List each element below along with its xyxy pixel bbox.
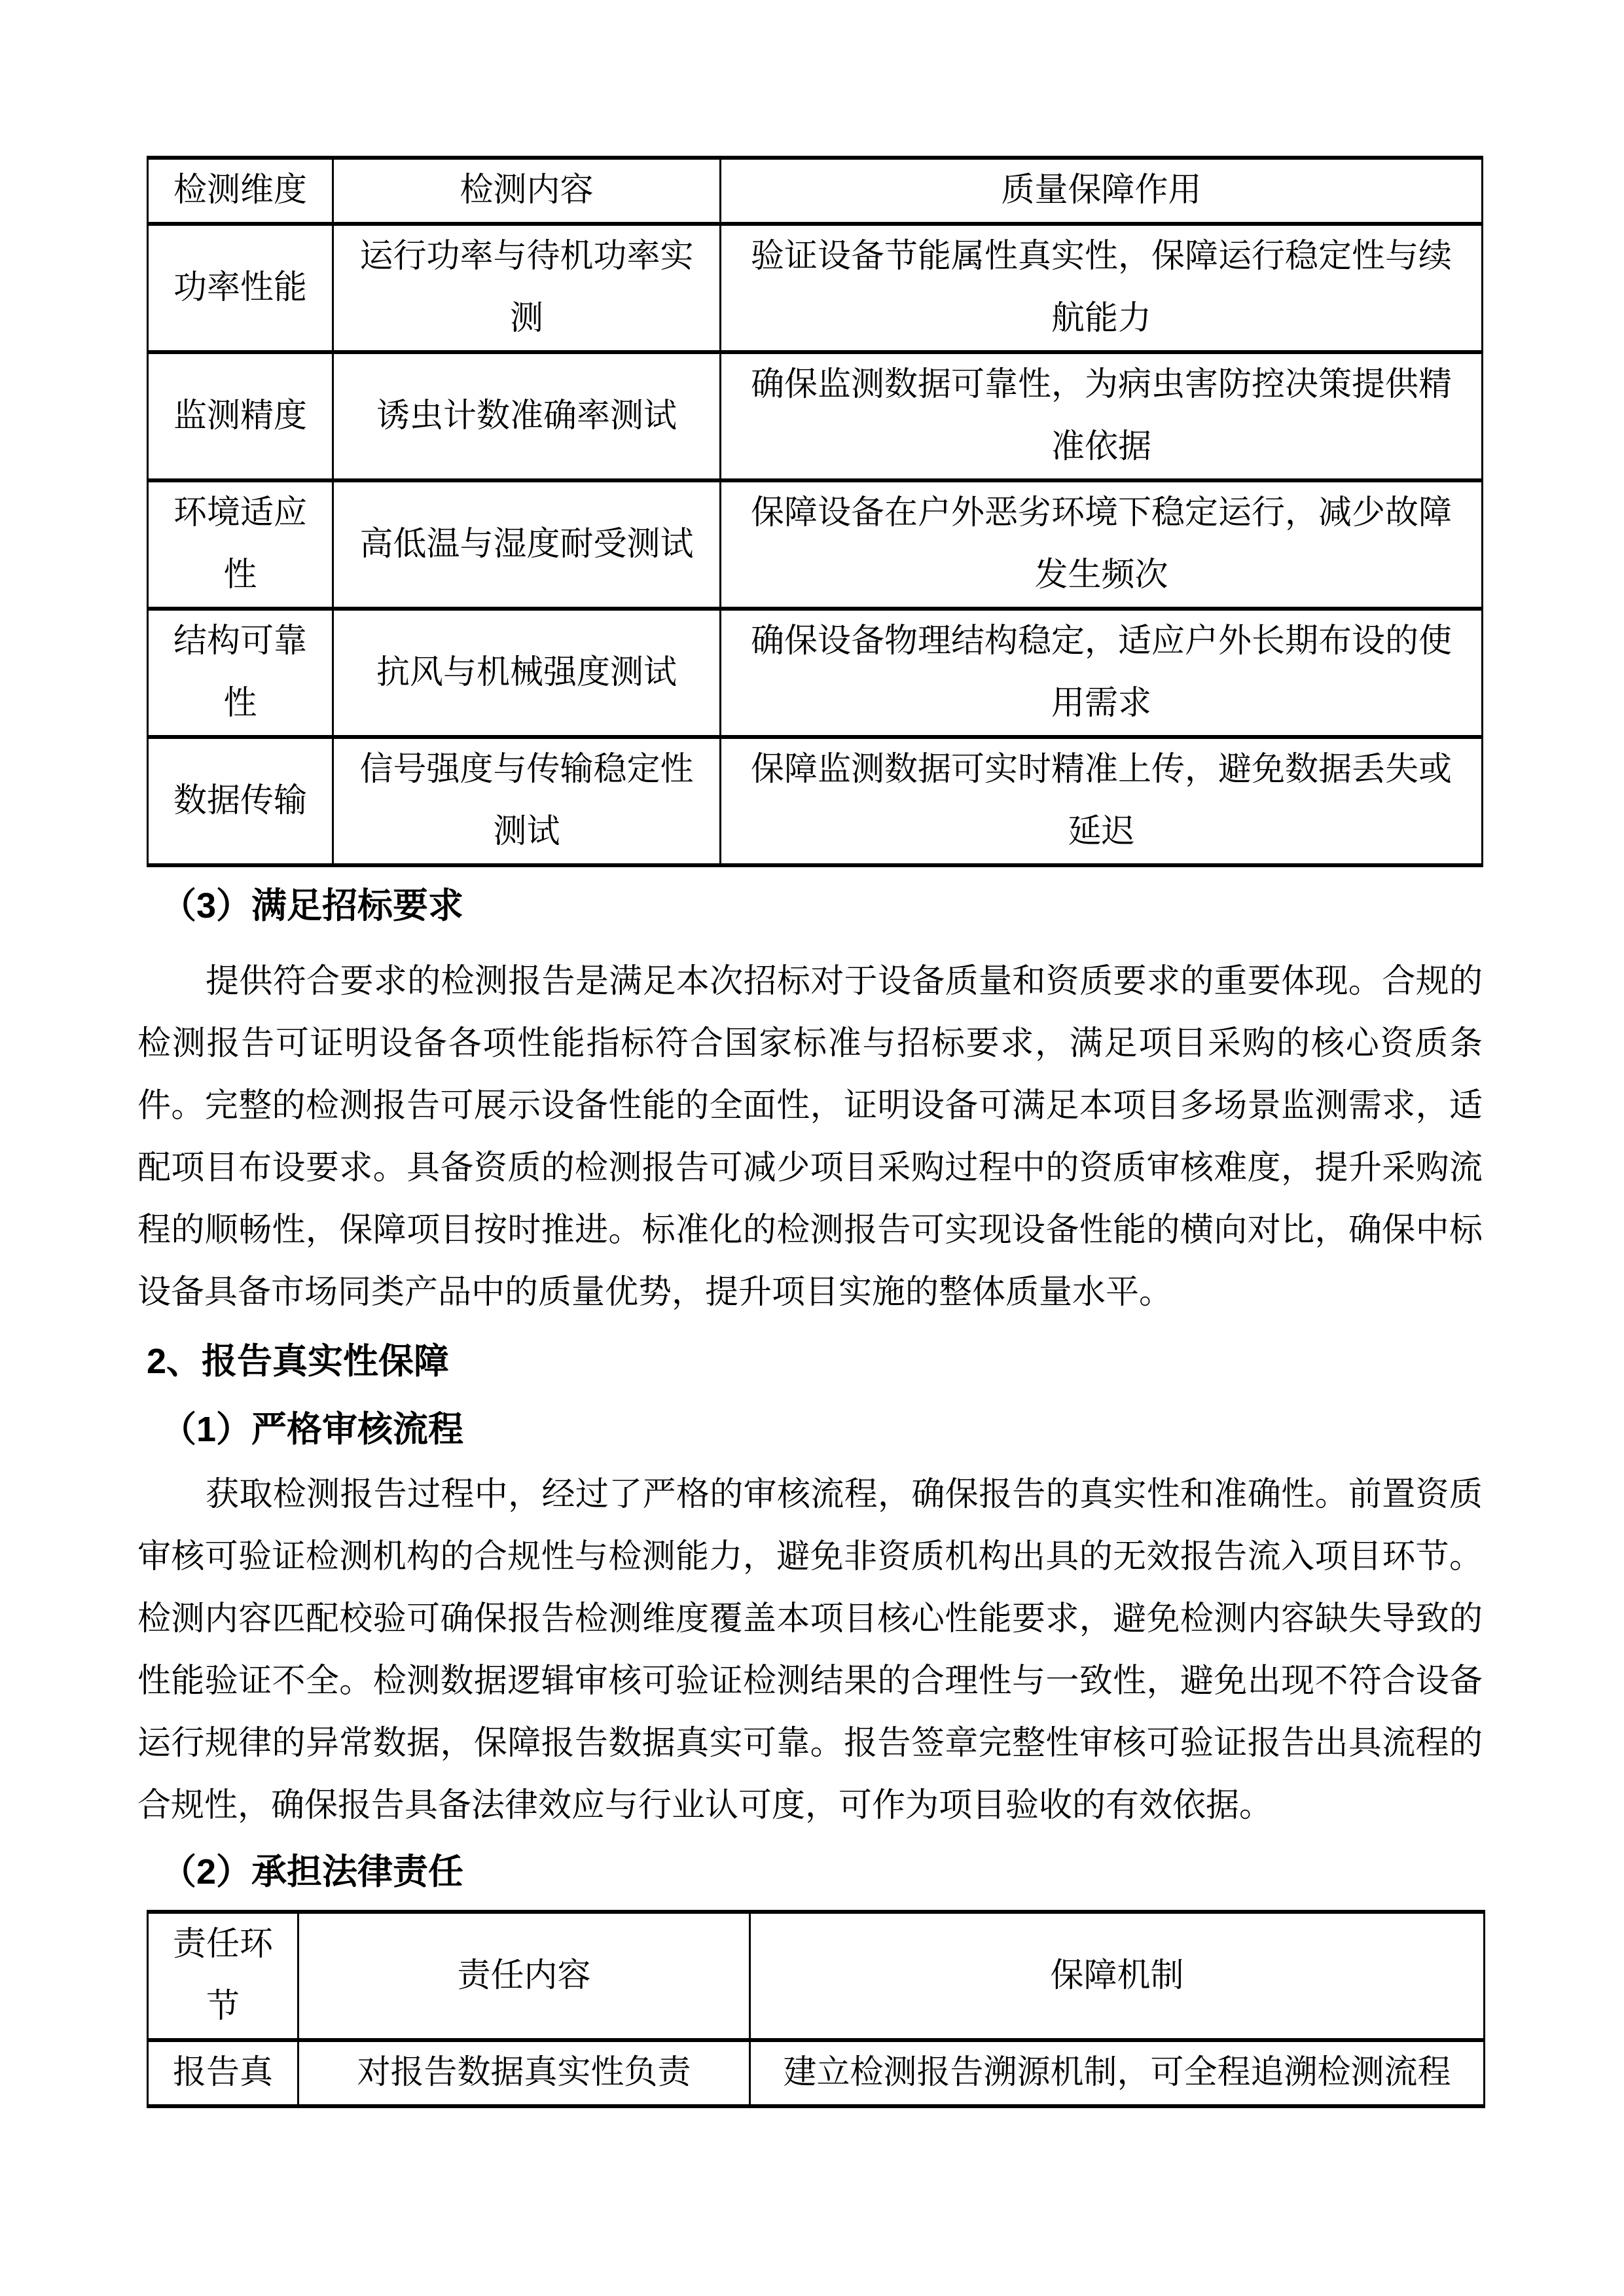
col-header-dimension: 检测维度: [148, 158, 333, 224]
cell-dimension: 数据传输: [148, 737, 333, 865]
cell-dimension: 环境适应性: [148, 480, 333, 609]
cell-duty: 对报告数据真实性负责: [298, 2040, 750, 2106]
table-row: [148, 480, 1483, 609]
table-row: [148, 352, 1483, 480]
col-header-mechanism: 保障机制: [750, 1912, 1485, 2040]
quality-dimension-table: [147, 156, 1483, 867]
cell-dimension: 监测精度: [148, 352, 333, 480]
cell-content: 运行功率与待机功率实测: [333, 224, 720, 352]
cell-content: 诱虫计数准确率测试: [333, 352, 720, 480]
col-header-content: 检测内容: [333, 158, 720, 224]
cell-effect: 保障设备在户外恶劣环境下稳定运行，减少故障发生频次: [721, 480, 1483, 609]
cell-mechanism: 建立检测报告溯源机制，可全程追溯检测流程: [750, 2040, 1485, 2106]
cell-effect: 确保监测数据可靠性，为病虫害防控决策提供精准依据: [721, 352, 1483, 480]
table-row: [148, 2040, 1485, 2106]
cell-content: 高低温与湿度耐受测试: [333, 480, 720, 609]
paragraph-review-process: 获取检测报告过程中，经过了严格的审核流程，确保报告的真实性和准确性。前置资质审核可验证检测机构的合规性与检测能力，避免非资质机构出具的无效报告流入项目环节。检测内容匹配校验可确保报告检测维度覆盖本项目核心性能要求，避免检测内容缺失导致的性能验证不全。检测数据逻辑审核可验证检测结果的合理性与一致性，避免出现不符合设备运行规律的异常数据，保障报告数据真实可靠。报告签章完整性审核可验证报告出具流程的合规性，确保报告具备法律效应与行业认可度，可作为项目验收的有效依据。: [137, 1477, 1483, 1824]
table-header-row: [148, 1912, 1485, 2040]
cell-content: 抗风与机械强度测试: [333, 609, 720, 737]
cell-dimension: 结构可靠性: [148, 609, 333, 737]
col-header-effect: 质量保障作用: [721, 158, 1483, 224]
paragraph-bidding-requirements: 提供符合要求的检测报告是满足本次招标对于设备质量和资质要求的重要体现。合规的检测报告可证明设备各项性能指标符合国家标准与招标要求，满足项目采购的核心资质条件。完整的检测报告可展示设备性能的全面性，证明设备可满足本项目多场景监测需求，适配项目布设要求。具备资质的检测报告可减少项目采购过程中的资质审核难度，提升采购流程的顺畅性，保障项目按时推进。标准化的检测报告可实现设备性能的横向对比，确保中标设备具备市场同类产品中的质量优势，提升项目实施的整体质量水平。: [137, 963, 1483, 1311]
table-row: [148, 737, 1483, 865]
heading-legal-responsibility: （2）承担法律责任: [161, 1852, 464, 1892]
cell-effect: 验证设备节能属性真实性，保障运行稳定性与续航能力: [721, 224, 1483, 352]
cell-content: 信号强度与传输稳定性测试: [333, 737, 720, 865]
cell-effect: 保障监测数据可实时精准上传，避免数据丢失或延迟: [721, 737, 1483, 865]
cell-dimension: 功率性能: [148, 224, 333, 352]
col-header-stage: 责任环节: [148, 1912, 298, 2040]
table-row: [148, 609, 1483, 737]
legal-responsibility-table: [147, 1910, 1485, 2108]
table-header-row: [148, 158, 1483, 224]
col-header-duty: 责任内容: [298, 1912, 750, 2040]
heading-meet-bidding-requirements: （3）满足招标要求: [161, 886, 464, 925]
heading-report-authenticity: 2、报告真实性保障: [147, 1342, 450, 1381]
heading-strict-review-process: （1）严格审核流程: [161, 1410, 464, 1449]
table-row: [148, 224, 1483, 352]
cell-effect: 确保设备物理结构稳定，适应户外长期布设的使用需求: [721, 609, 1483, 737]
cell-stage: 报告真: [148, 2040, 298, 2106]
